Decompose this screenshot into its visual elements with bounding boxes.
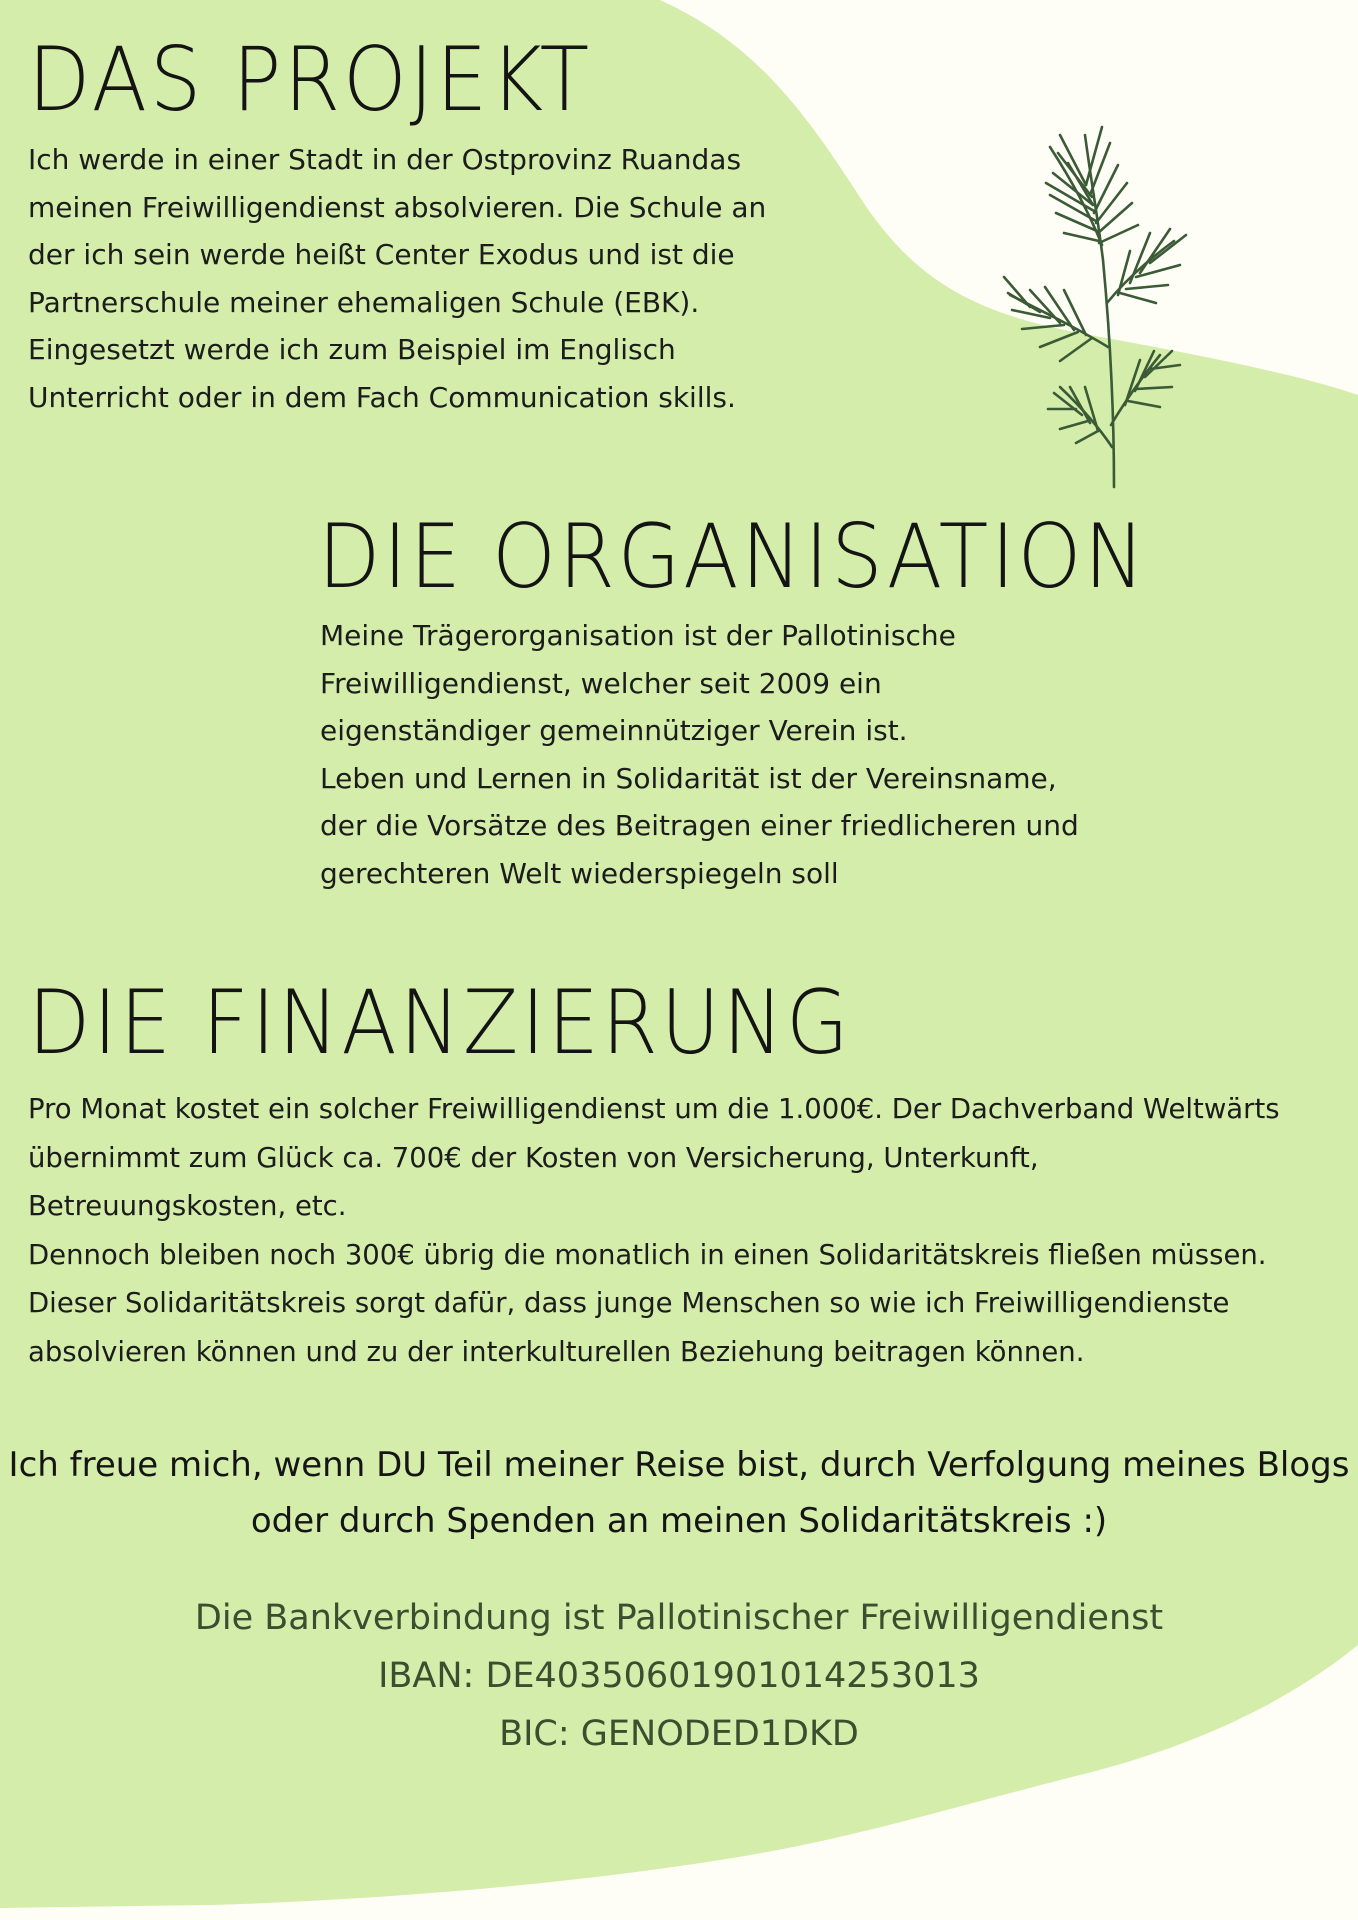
closing-line: Ich freue mich, wenn DU Teil meiner Reise bist, durch Verfolgung meines Blogs xyxy=(8,1445,1350,1485)
projekt-line: der ich sein werde heißt Center Exodus und ist die xyxy=(28,238,735,271)
pine-branch-icon xyxy=(990,125,1190,490)
organisation-line: Freiwilligendienst, welcher seit 2009 ein xyxy=(320,666,882,700)
projekt-line: Ich werde in einer Stadt in der Ostprovinz Ruandas xyxy=(28,143,742,176)
organisation-line: der die Vorsätze des Beitragen einer friedlicheren und xyxy=(320,809,1079,842)
organisation-heading: DIE ORGANISATION xyxy=(318,505,1148,608)
bank-account-holder: Die Bankverbindung ist Pallotinischer Freiwilligendienst xyxy=(194,1598,1164,1638)
finanzierung-line: übernimmt zum Glück ca. 700€ der Kosten von Versicherung, Unterkunft, xyxy=(28,1141,1039,1174)
finanzierung-paragraph xyxy=(28,1085,1280,1376)
finanzierung-line: absolvieren können und zu der interkulturellen Beziehung beitragen können. xyxy=(28,1335,1085,1368)
projekt-heading: DAS PROJEKT xyxy=(28,28,592,131)
projekt-line: Partnerschule meiner ehemaligen Schule (EBK). xyxy=(28,285,700,319)
pine-stem xyxy=(1085,135,1114,487)
finanzierung-heading: DIE FINANZIERUNG xyxy=(28,971,852,1074)
finanzierung-line: Pro Monat kostet ein solcher Freiwilligendienst um die 1.000€. Der Dachverband Weltwärts xyxy=(28,1093,1280,1125)
projekt-line: meinen Freiwilligendienst absolvieren. Die Schule an xyxy=(28,190,767,224)
finanzierung-line: Betreuungskosten, etc. xyxy=(28,1190,347,1222)
organisation-line: eigenständiger gemeinnütziger Verein ist. xyxy=(320,714,908,747)
closing-message xyxy=(0,1437,1358,1549)
finanzierung-line: Dieser Solidaritätskreis sorgt dafür, dass junge Menschen so wie ich Freiwilligendienste xyxy=(28,1287,1230,1319)
bank-iban: IBAN: DE40350601901014253013 xyxy=(378,1656,980,1696)
projekt-line: Unterricht oder in dem Fach Communication skills. xyxy=(28,380,736,414)
organisation-paragraph xyxy=(320,612,1079,897)
organisation-line: Meine Trägerorganisation ist der Pallotinische xyxy=(320,619,956,652)
organisation-line: Leben und Lernen in Solidarität ist der Vereinsname, xyxy=(320,761,1057,795)
closing-line: oder durch Spenden an meinen Solidaritätskreis :) xyxy=(250,1501,1108,1541)
bank-bic: BIC: GENODED1DKD xyxy=(499,1714,859,1754)
finanzierung-line: Dennoch bleiben noch 300€ übrig die monatlich in einen Solidaritätskreis fließen müssen. xyxy=(28,1238,1267,1271)
projekt-paragraph xyxy=(28,136,766,421)
projekt-line: Eingesetzt werde ich zum Beispiel im Englisch xyxy=(28,333,676,366)
organisation-line: gerechteren Welt wiederspiegeln soll xyxy=(320,856,839,890)
pine-needles xyxy=(1004,127,1186,443)
bank-details xyxy=(0,1589,1358,1763)
